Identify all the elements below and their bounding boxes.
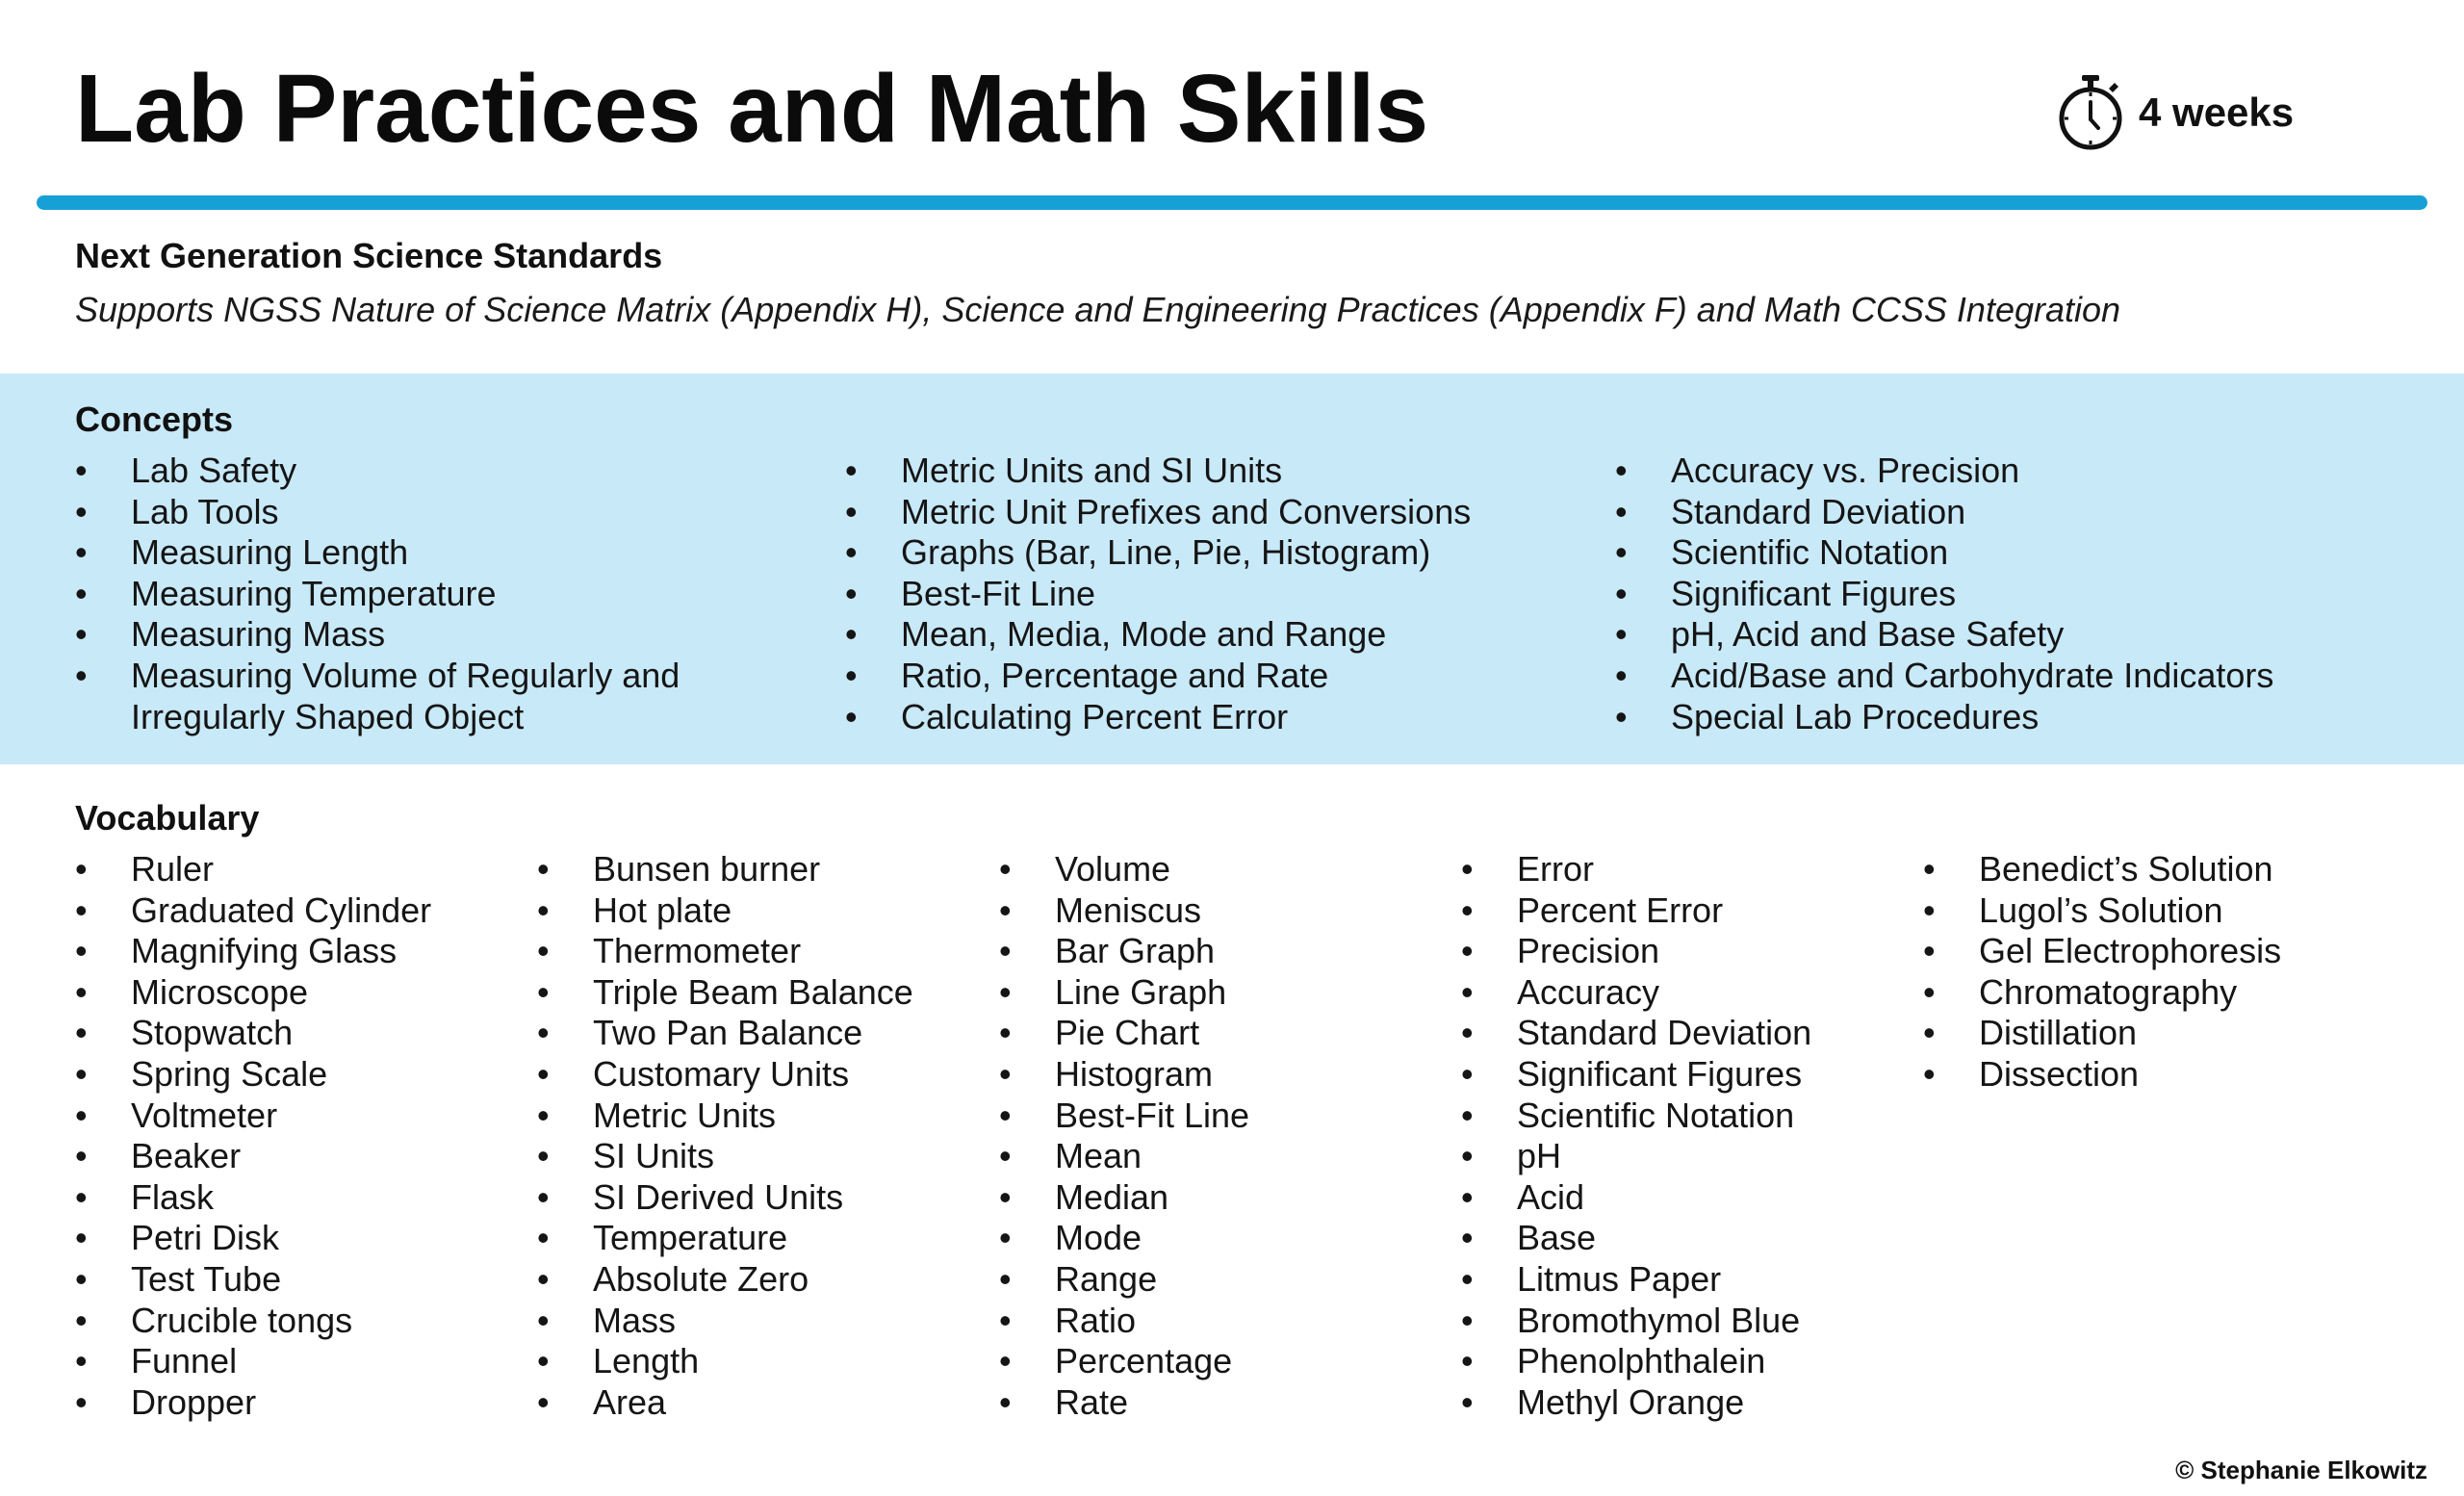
list-item: • Ratio [999, 1301, 1249, 1342]
list-item: • Error [1461, 849, 1811, 890]
copyright-notice: © Stephanie Elkowitz [2175, 1456, 2427, 1484]
list-item: • Dropper [75, 1382, 431, 1424]
list-item: • Precision [1461, 931, 1811, 972]
list-item-line-1: • Measuring Volume of Regularly and [131, 655, 680, 695]
list-item: • Triple Beam Balance [537, 972, 913, 1014]
vocabulary-column-5 [1923, 849, 2281, 1096]
list-item: • Pie Chart [999, 1013, 1249, 1054]
vocabulary-column-2 [537, 849, 913, 1423]
list-item: • Line Graph [999, 972, 1249, 1014]
list-item: • Customary Units [537, 1054, 913, 1096]
list-item: • Lab Tools [75, 492, 680, 533]
list-item: • Spring Scale [75, 1054, 431, 1096]
list-item: • Standard Deviation [1615, 492, 2273, 533]
list-item: • Methyl Orange [1461, 1382, 1811, 1424]
duration-label: 4 weeks [2139, 90, 2295, 135]
list-item: • Metric Units and SI Units [845, 451, 1471, 492]
list-item: • Ruler [75, 849, 431, 890]
header-divider [37, 195, 2427, 210]
list-item: • Significant Figures [1615, 574, 2273, 615]
list-item: • Distillation [1923, 1013, 2281, 1054]
list-item: • Acid/Base and Carbohydrate Indicators [1615, 656, 2273, 697]
list-item: • Mean, Media, Mode and Range [845, 614, 1471, 656]
list-item: • Beaker [75, 1136, 431, 1177]
list-item: • Litmus Paper [1461, 1259, 1811, 1301]
ngss-heading: Next Generation Science Standards [75, 236, 663, 275]
list-item: • Voltmeter [75, 1096, 431, 1137]
list-item: • Hot plate [537, 890, 913, 932]
list-item: • Scientific Notation [1461, 1096, 1811, 1137]
list-item: • Microscope [75, 972, 431, 1014]
list-item: • Median [999, 1177, 1249, 1219]
list-item: • Gel Electrophoresis [1923, 931, 2281, 972]
list-item: • Histogram [999, 1054, 1249, 1096]
vocabulary-section [0, 776, 2464, 1450]
list-item: • Mean [999, 1136, 1249, 1177]
list-item: • Calculating Percent Error [845, 697, 1471, 738]
page-header [0, 0, 2464, 193]
list-item: • Significant Figures [1461, 1054, 1811, 1096]
list-item: • Mode [999, 1218, 1249, 1259]
list-item: • Measuring Temperature [75, 574, 680, 615]
list-item: • Percent Error [1461, 890, 1811, 932]
list-item: • SI Units [537, 1136, 913, 1177]
list-item: • Ratio, Percentage and Rate [845, 656, 1471, 697]
list-item: • Funnel [75, 1341, 431, 1382]
concepts-column-2 [845, 451, 1471, 737]
list-item: • Test Tube [75, 1259, 431, 1301]
list-item: • Length [537, 1341, 913, 1382]
list-item: • Thermometer [537, 931, 913, 972]
list-item: • Flask [75, 1177, 431, 1219]
ngss-section [75, 235, 2404, 331]
page-title: Lab Practices and Math Skills [75, 55, 1429, 163]
list-item: • Two Pan Balance [537, 1013, 913, 1054]
list-item: • Graduated Cylinder [75, 890, 431, 932]
duration-badge [2056, 73, 2294, 152]
concepts-column-1 [75, 451, 680, 737]
list-item: • Area [537, 1382, 913, 1424]
list-item: • pH [1461, 1136, 1811, 1177]
list-item: • Accuracy [1461, 972, 1811, 1014]
list-item: • Lab Safety [75, 451, 680, 492]
list-item: • Rate [999, 1382, 1249, 1424]
list-item: • Acid [1461, 1177, 1811, 1219]
list-item: • Graphs (Bar, Line, Pie, Histogram) [845, 532, 1471, 574]
list-item: • Scientific Notation [1615, 532, 2273, 574]
list-item: • Measuring Mass [75, 614, 680, 656]
stopwatch-icon [2056, 73, 2125, 152]
list-item: • Base [1461, 1218, 1811, 1259]
list-item: • Phenolphthalein [1461, 1341, 1811, 1382]
concepts-section [0, 374, 2464, 764]
list-item [75, 656, 680, 737]
list-item: • Best-Fit Line [845, 574, 1471, 615]
list-item: • Special Lab Procedures [1615, 697, 2273, 738]
list-item: • Magnifying Glass [75, 931, 431, 972]
list-item: • Bromothymol Blue [1461, 1301, 1811, 1342]
ngss-description: Supports NGSS Nature of Science Matrix (Appendix H), Science and Engineering Practices (Appendix F) and Math CCSS Integration [75, 290, 2121, 330]
list-item: • Absolute Zero [537, 1259, 913, 1301]
list-item: • Bunsen burner [537, 849, 913, 890]
concepts-column-3 [1615, 451, 2273, 737]
list-item: • Dissection [1923, 1054, 2281, 1096]
list-item: • Temperature [537, 1218, 913, 1259]
vocabulary-column-1 [75, 849, 431, 1423]
vocabulary-column-3 [999, 849, 1249, 1423]
list-item: • Accuracy vs. Precision [1615, 451, 2273, 492]
list-item: • Percentage [999, 1341, 1249, 1382]
list-item-line-2: Irregularly Shaped Object [131, 696, 525, 736]
list-item: • pH, Acid and Base Safety [1615, 614, 2273, 656]
list-item: • Metric Unit Prefixes and Conversions [845, 492, 1471, 533]
list-item: • Petri Disk [75, 1218, 431, 1259]
vocabulary-column-4 [1461, 849, 1811, 1423]
list-item: • Meniscus [999, 890, 1249, 932]
list-item: • Bar Graph [999, 931, 1249, 972]
concepts-heading: Concepts [75, 400, 234, 439]
list-item: • Lugol’s Solution [1923, 890, 2281, 932]
list-item: • Benedict’s Solution [1923, 849, 2281, 890]
list-item: • Measuring Length [75, 532, 680, 574]
list-item: • Crucible tongs [75, 1301, 431, 1342]
list-item: • Mass [537, 1301, 913, 1342]
list-item: • Range [999, 1259, 1249, 1301]
list-item: • Chromatography [1923, 972, 2281, 1014]
list-item: • SI Derived Units [537, 1177, 913, 1219]
list-item: • Volume [999, 849, 1249, 890]
vocabulary-heading: Vocabulary [75, 798, 260, 838]
list-item: • Best-Fit Line [999, 1096, 1249, 1137]
list-item: • Metric Units [537, 1096, 913, 1137]
list-item: • Stopwatch [75, 1013, 431, 1054]
list-item: • Standard Deviation [1461, 1013, 1811, 1054]
